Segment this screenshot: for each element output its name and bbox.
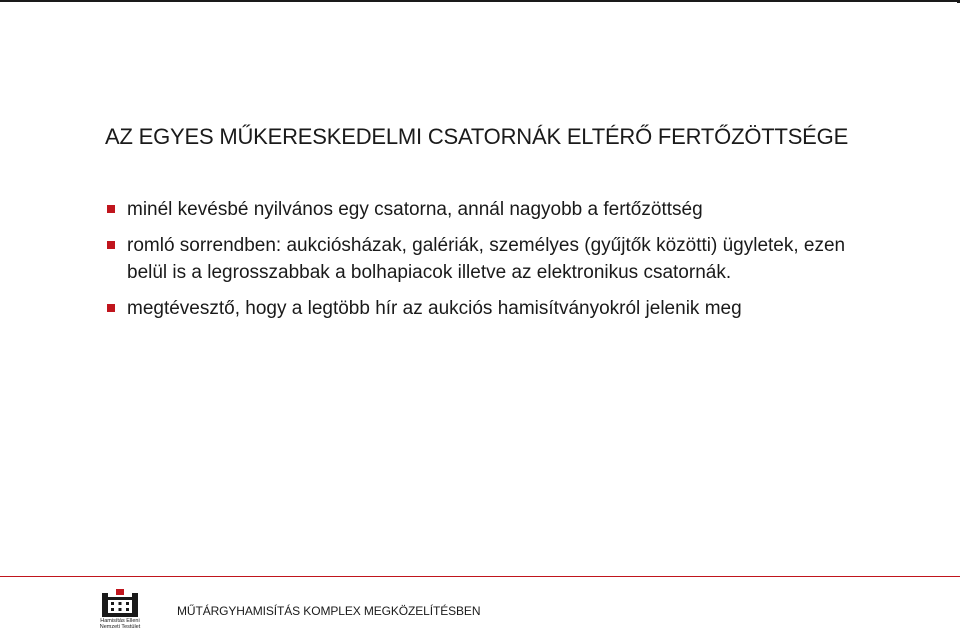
footer-title: MŰTÁRGYHAMISÍTÁS KOMPLEX MEGKÖZELÍTÉSBEN [177, 604, 481, 618]
bullet-text: megtévesztő, hogy a legtöbb hír az aukciós hamisítványokról jelenik meg [127, 298, 742, 319]
top-border-line [0, 0, 960, 2]
bullet-list [107, 196, 887, 331]
square-bullet-icon [107, 304, 115, 312]
square-bullet-icon [107, 205, 115, 213]
slide-title: AZ EGYES MŰKERESKEDELMI CSATORNÁK ELTÉRŐ FERTŐZÖTTSÉGE [105, 124, 849, 149]
bullet-item [107, 232, 887, 286]
bullet-item [107, 196, 887, 223]
logo-building-icon [102, 589, 138, 617]
bullet-item [107, 295, 887, 322]
logo-text-line1: Hamisítás Elleni [100, 618, 140, 624]
organization-logo [92, 589, 148, 631]
square-bullet-icon [107, 241, 115, 249]
bullet-text: minél kevésbé nyilvános egy csatorna, annál nagyobb a fertőzöttség [127, 199, 703, 220]
logo-text-line2: Nemzeti Testület [99, 624, 141, 630]
bullet-text: romló sorrendben: aukciósházak, galériák, személyes (gyűjtők közötti) ügyletek, ezen belül is a legrosszabbak a bolhapiacok illetve az elektronikus csatornák. [127, 235, 846, 283]
footer-divider [0, 576, 960, 577]
